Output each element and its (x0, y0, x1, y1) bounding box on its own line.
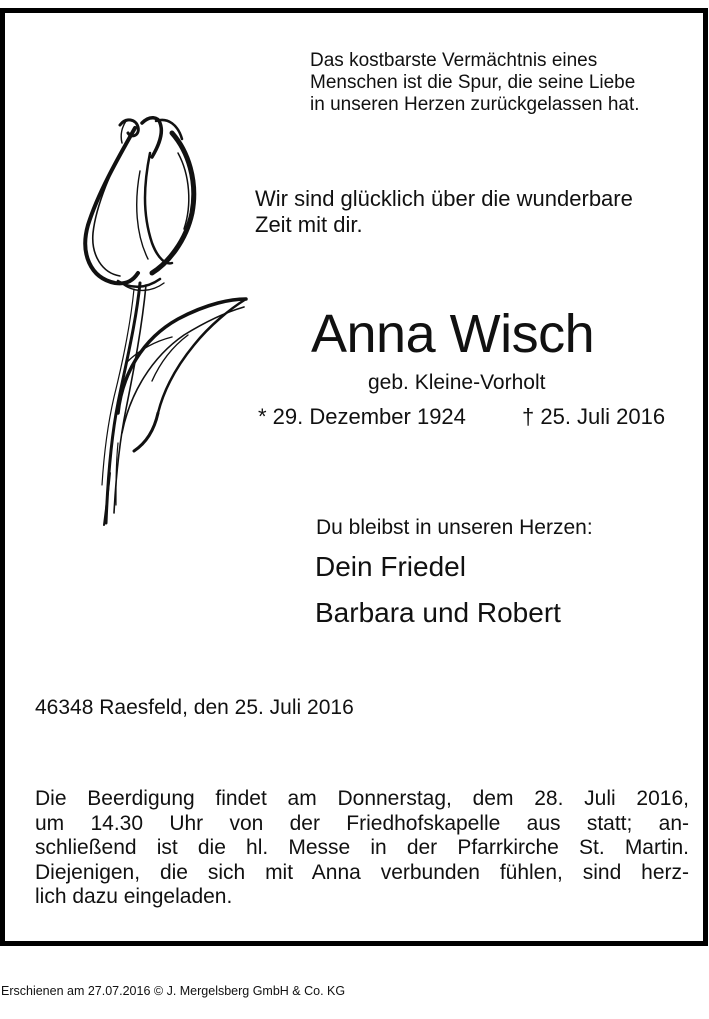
quote-line: Menschen ist die Spur, die seine Liebe (310, 72, 636, 93)
place-date: 46348 Raesfeld, den 25. Juli 2016 (35, 696, 354, 719)
funeral-line: um 14.30 Uhr von der Friedhofskapelle aus statt; an- (35, 811, 689, 835)
funeral-line: lich dazu eingeladen. (35, 885, 233, 908)
mourners-intro: Du bleibst in unseren Herzen: (316, 516, 593, 539)
quote-line: Das kostbarste Vermächtnis eines (310, 50, 598, 71)
mourner-line: Barbara und Robert (315, 597, 561, 628)
quote-line: in unseren Herzen zurückgelassen hat. (310, 94, 640, 115)
birth-name: geb. Kleine-Vorholt (368, 371, 546, 394)
death-date: † 25. Juli 2016 (522, 404, 666, 429)
funeral-line: Die Beerdigung findet am Donnerstag, dem 28. Juli 2016, (35, 787, 689, 810)
mourner-line: Dein Friedel (315, 551, 466, 582)
sentence-line: Wir sind glücklich über die wunderbare (255, 186, 633, 211)
tulip-icon (60, 113, 255, 533)
memorial-quote (310, 50, 695, 116)
funeral-line: Diejenigen, die sich mit Anna verbunden fühlen, sind herz- (35, 860, 689, 884)
gratitude-sentence (255, 186, 633, 238)
deceased-name: Anna Wisch (311, 304, 595, 364)
birth-date: * 29. Dezember 1924 (258, 404, 466, 429)
funeral-details (35, 787, 689, 910)
obituary-notice (0, 8, 708, 946)
sentence-line: Zeit mit dir. (255, 212, 363, 237)
publication-footer: Erschienen am 27.07.2016 © J. Mergelsberg GmbH & Co. KG (1, 984, 346, 998)
funeral-line: schließend ist die hl. Messe in der Pfarrkirche St. Martin. (35, 836, 689, 859)
